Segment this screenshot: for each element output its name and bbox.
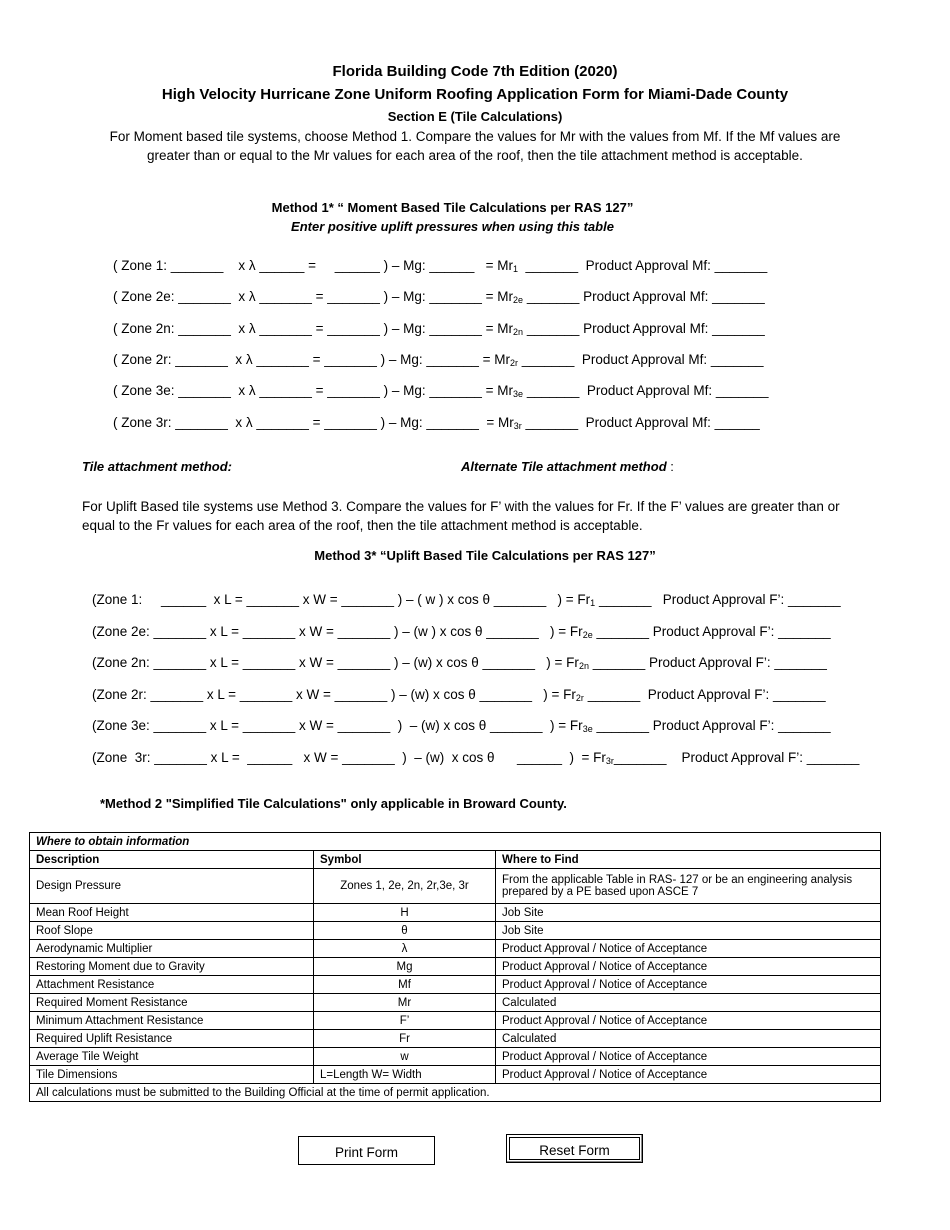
method3-heading: Method 3* “Uplift Based Tile Calculations per RAS 127” bbox=[314, 548, 656, 563]
table-row: Tile Dimensions L=Length W= Width Product Approval / Notice of Acceptance bbox=[30, 1066, 881, 1084]
method1-row-zone3r[interactable]: ( Zone 3r: _______ x λ _______ = _______ ) – Mg: _______ = $Mr_{3r}$ _______ Product Approval Mf: ______ bbox=[113, 415, 760, 431]
method1-subheading: Enter positive uplift pressures when using this table bbox=[291, 219, 614, 234]
method2-note: *Method 2 "Simplified Tile Calculations" only applicable in Broward County. bbox=[100, 796, 567, 811]
form-subtitle: High Velocity Hurricane Zone Uniform Roofing Application Form for Miami-Dade County bbox=[161, 86, 789, 103]
method3-row-zone1[interactable]: (Zone 1: ______ x L = _______ x W = _______ ) – ( w ) x cos θ _______ ) = $Fr_1$ _______ Product Approval F’: _______ bbox=[92, 592, 841, 608]
method1-row-zone2n[interactable]: ( Zone 2n: _______ x λ _______ = _______ ) – Mg: _______ = $Mr_{2n}$ _______ Product Approval Mf: _______ bbox=[113, 321, 765, 337]
header-description: Description bbox=[30, 851, 314, 869]
table-row: Restoring Moment due to Gravity Mg Product Approval / Notice of Acceptance bbox=[30, 958, 881, 976]
table-row: Required Uplift Resistance Fr Calculated bbox=[30, 1030, 881, 1048]
method1-row-zone1[interactable]: ( Zone 1: _______ x λ ______ = ______ ) – Mg: ______ = $Mr_1$ _______ Product Approval Mf: _______ bbox=[113, 258, 768, 274]
table-row: Roof Slope θ Job Site bbox=[30, 922, 881, 940]
method1-row-zone2r[interactable]: ( Zone 2r: _______ x λ _______ = _______ ) – Mg: _______ = $Mr_{2r}$ _______ Product Approval Mf: _______ bbox=[113, 352, 764, 368]
method3-row-zone3r[interactable]: (Zone 3r: _______ x L = ______ x W = _______ ) – (w) x cos θ ______ ) = $Fr_{3r}\_\_\_\_\_\_\_$ Product Approval F’: _______ bbox=[92, 750, 860, 766]
method3-instructions: For Uplift Based tile systems use Method 3. Compare the values for F’ with the values for Fr. If the F’ values are greater than or equal to the Fr values for each area of the roof, then the tile attachment method is acceptable. bbox=[82, 499, 840, 533]
method3-row-zone2r[interactable]: (Zone 2r: _______ x L = _______ x W = _______ ) – (w) x cos θ _______ ) = $Fr_{2r}$ _______ Product Approval F’: _______ bbox=[92, 687, 826, 703]
reset-form-button[interactable]: Reset Form bbox=[506, 1134, 643, 1163]
section-title: Section E (Tile Calculations) bbox=[387, 109, 563, 124]
table-row: Attachment Resistance Mf Product Approval / Notice of Acceptance bbox=[30, 976, 881, 994]
method3-row-zone2e[interactable]: (Zone 2e: _______ x L = _______ x W = _______ ) – (w ) x cos θ _______ ) = $Fr_{2e}$ _______ Product Approval F’: _______ bbox=[92, 624, 831, 640]
method1-row-zone2e[interactable]: ( Zone 2e: _______ x λ _______ = _______ ) – Mg: _______ = $Mr_{2e}$ _______ Product Approval Mf: _______ bbox=[113, 289, 765, 305]
table-row: Mean Roof Height H Job Site bbox=[30, 904, 881, 922]
table-row: Aerodynamic Multiplier λ Product Approval / Notice of Acceptance bbox=[30, 940, 881, 958]
method1-instructions: For Moment based tile systems, choose Method 1. Compare the values for Mr with the values from Mf. If the Mf values are greater than or equal to the Mr values for each area of the roof, then the tile attachment method is acceptable. bbox=[109, 129, 841, 163]
table-caption: Where to obtain information bbox=[30, 833, 881, 851]
table-row: Average Tile Weight w Product Approval / Notice of Acceptance bbox=[30, 1048, 881, 1066]
tile-attachment-method-label: Tile attachment method: bbox=[82, 459, 233, 474]
header-symbol: Symbol bbox=[314, 851, 496, 869]
method1-row-zone3e[interactable]: ( Zone 3e: _______ x λ _______ = _______ ) – Mg: _______ = $Mr_{3e}$ _______ Product Approval Mf: _______ bbox=[113, 383, 769, 399]
print-form-button[interactable]: Print Form bbox=[298, 1136, 435, 1165]
table-row: Design Pressure Zones 1, 2e, 2n, 2r,3e, 3r From the applicable Table in RAS- 127 or be an engineering analysis prepared by a PE based upon ASCE 7 bbox=[30, 869, 881, 904]
alternate-tile-attachment-label: Alternate Tile attachment method : bbox=[461, 459, 674, 474]
header-where: Where to Find bbox=[496, 851, 881, 869]
form-title: Florida Building Code 7th Edition (2020) bbox=[332, 63, 618, 80]
table-row: Minimum Attachment Resistance F’ Product Approval / Notice of Acceptance bbox=[30, 1012, 881, 1030]
method3-row-zone2n[interactable]: (Zone 2n: _______ x L = _______ x W = _______ ) – (w) x cos θ _______ ) = $Fr_{2n}$ _______ Product Approval F’: _______ bbox=[92, 655, 827, 671]
method1-heading: Method 1* “ Moment Based Tile Calculations per RAS 127” bbox=[271, 200, 634, 215]
table-footer: All calculations must be submitted to the Building Official at the time of permit application. bbox=[30, 1084, 881, 1102]
table-row: Required Moment Resistance Mr Calculated bbox=[30, 994, 881, 1012]
method3-row-zone3e[interactable]: (Zone 3e: _______ x L = _______ x W = _______ ) – (w) x cos θ _______ ) = $Fr_{3e}$ _______ Product Approval F’: _______ bbox=[92, 718, 831, 734]
information-table bbox=[29, 832, 881, 1102]
